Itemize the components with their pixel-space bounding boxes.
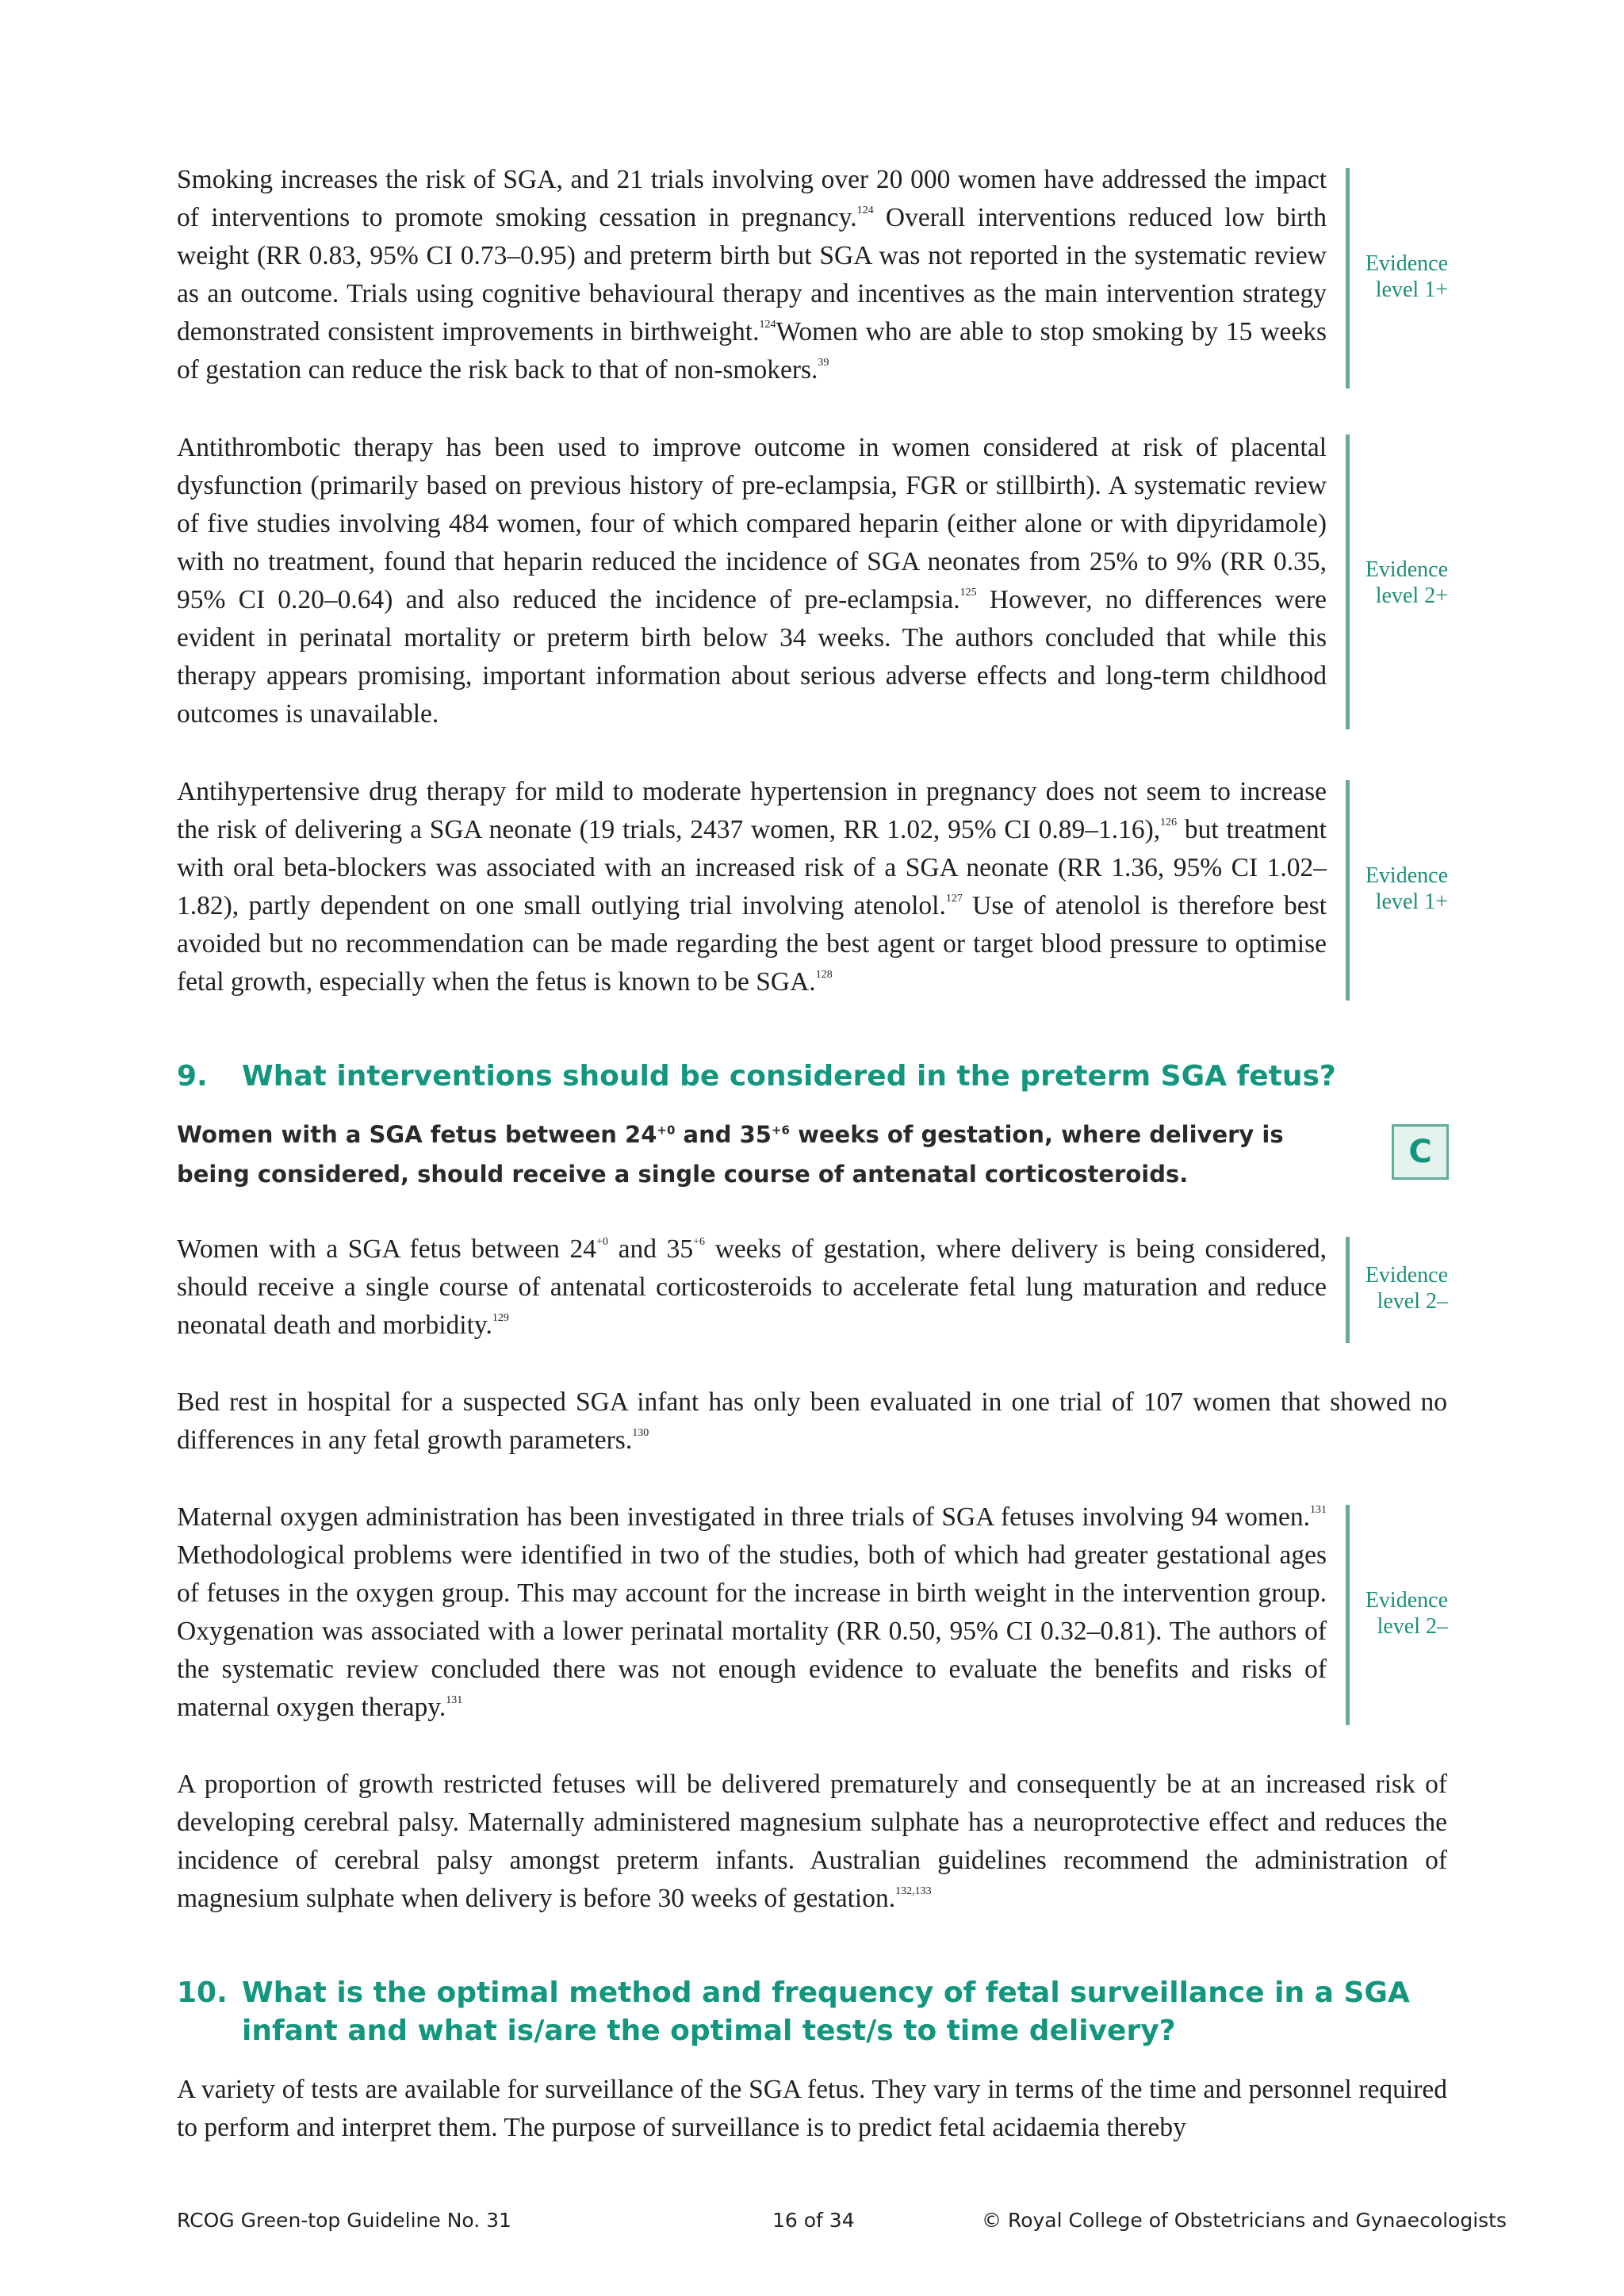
text: Methodological problems were identified in two of the studies, both of which had greater gestational ages of fetuses in the oxygen group. This may account for the increase in birth weight in the intervention group. Oxygenation was associated with a lower perinatal mortality (RR 0.50, 95% CI 0.32–0.81). The authors of the systematic review concluded there was not enough evidence to evaluate the benefits and risks of maternal oxygen therapy. xyxy=(177,1540,1327,1722)
evidence-label: Evidence xyxy=(1365,557,1448,582)
superscript: +0 xyxy=(596,1235,608,1248)
section-number: 10. xyxy=(177,1976,228,2009)
footer-copyright: © Royal College of Obstetricians and Gynaecologists xyxy=(982,2209,1507,2232)
text: and 35 xyxy=(675,1121,772,1148)
text: Women with a SGA fetus between 24 xyxy=(177,1234,597,1264)
evidence-bar xyxy=(1346,1237,1350,1343)
evidence-level-label xyxy=(1361,1262,1448,1314)
paragraph-corticosteroids xyxy=(177,1230,1327,1345)
superscript: +0 xyxy=(657,1123,676,1138)
section-title: What is the optimal method and frequency of fetal surveillance in a SGA infant and what is/are the optimal test/s to time delivery? xyxy=(242,1976,1410,2047)
paragraph-smoking xyxy=(177,161,1327,389)
citation-ref: 124 xyxy=(759,318,776,331)
section-title: What interventions should be considered in the preterm SGA fetus? xyxy=(242,1060,1336,1093)
text: Use of atenolol is therefore best avoided but no recommendation can be made regarding the best agent or target blood pressure to optimise fetal growth, especially when the fetus is known to be SGA. xyxy=(177,891,1327,997)
text: weeks of gestation, where delivery is being considered, should receive a single course of antenatal corticosteroids to accelerate fetal lung maturation and reduce neonatal death and morbidity. xyxy=(177,1234,1327,1340)
evidence-level-label xyxy=(1361,251,1448,303)
text: Overall interventions reduced low birth weight (RR 0.83, 95% CI 0.73–0.95) and preterm birth but SGA was not reported in the systematic review as an outcome. Trials using cognitive behavioural therapy and incentives as the main intervention strategy demonstrated consistent improvements in birthweight. xyxy=(177,203,1327,346)
text: Women with a SGA fetus between 24 xyxy=(177,1121,657,1148)
section-number: 9. xyxy=(177,1060,208,1093)
paragraph-bed-rest xyxy=(177,1383,1447,1460)
text: However, no differences were evident in perinatal mortality or preterm birth below 34 weeks. The authors concluded that while this therapy appears promising, important information about serious adverse effects and long-term childhood outcomes is unavailable. xyxy=(177,585,1327,729)
paragraph-antihypertensive xyxy=(177,773,1327,1001)
paragraph-antithrombotic xyxy=(177,429,1327,733)
text: Antithrombotic therapy has been used to improve outcome in women considered at risk of placental dysfunction (primarily based on previous history of pre-eclampsia, FGR or stillbirth). A systematic review of five studies involving 484 women, four of which compared heparin (either alone or with dipyridamole) with no treatment, found that heparin reduced the incidence of SGA neonates from 25% to 9% (RR 0.35, 95% CI 0.20–0.64) and also reduced the incidence of pre-eclampsia. xyxy=(177,433,1327,614)
section-heading-9 xyxy=(177,1058,1431,1096)
evidence-level-label xyxy=(1361,557,1448,609)
evidence-label: Evidence xyxy=(1365,1588,1448,1613)
text: Maternal oxygen administration has been investigated in three trials of SGA fetuses involving 94 women. xyxy=(177,1502,1310,1532)
paragraph-surveillance xyxy=(177,2071,1447,2147)
citation-ref: 131 xyxy=(1310,1503,1327,1516)
section-heading-10 xyxy=(177,1974,1431,2050)
evidence-bar xyxy=(1346,780,1350,1001)
recommendation xyxy=(177,1115,1335,1194)
citation-ref: 128 xyxy=(815,968,833,981)
citation-ref: 125 xyxy=(959,586,977,599)
citation-ref: 131 xyxy=(446,1693,463,1706)
footer-guideline: RCOG Green-top Guideline No. 31 xyxy=(177,2209,511,2232)
citation-ref: 132,133 xyxy=(895,1885,932,1897)
text: Women who are able to stop smoking by 15 weeks of gestation can reduce the risk back to that of non-smokers. xyxy=(177,317,1327,385)
evidence-label: Evidence xyxy=(1365,863,1448,888)
evidence-level-label xyxy=(1361,863,1448,915)
paragraph-oxygen xyxy=(177,1498,1327,1727)
citation-ref: 126 xyxy=(1160,816,1178,828)
text: A variety of tests are available for surveillance of the SGA fetus. They vary in terms of the time and personnel required to perform and interpret them. The purpose of surveillance is to predict fetal acidaemia thereby xyxy=(177,2075,1447,2142)
paragraph-magnesium xyxy=(177,1766,1447,1918)
evidence-label: Evidence xyxy=(1365,251,1448,276)
evidence-level-label xyxy=(1361,1587,1448,1640)
text: Smoking increases the risk of SGA, and 21 trials involving over 20 000 women have addressed the impact of interventions to promote smoking cessation in pregnancy. xyxy=(177,165,1327,232)
evidence-bar xyxy=(1346,1505,1350,1725)
citation-ref: 130 xyxy=(632,1426,649,1439)
evidence-level: level 1+ xyxy=(1375,277,1448,302)
citation-ref: 39 xyxy=(818,356,829,369)
evidence-level: level 1+ xyxy=(1375,890,1448,914)
grade-badge: C xyxy=(1392,1124,1449,1180)
text: weeks of gestation, where delivery is being considered, should receive a single course of antenatal corticosteroids. xyxy=(177,1121,1284,1188)
footer-page-number: 16 of 34 xyxy=(772,2209,855,2232)
citation-ref: 127 xyxy=(945,892,963,905)
evidence-bar xyxy=(1346,168,1350,388)
superscript: +6 xyxy=(771,1123,790,1138)
evidence-bar xyxy=(1346,434,1350,729)
evidence-level: level 2– xyxy=(1377,1614,1448,1639)
superscript: +6 xyxy=(693,1235,706,1248)
text: Antihypertensive drug therapy for mild to moderate hypertension in pregnancy does not seem to increase the risk of delivering a SGA neonate (19 trials, 2437 women, RR 1.02, 95% CI 0.89–1.16), xyxy=(177,777,1327,844)
evidence-level: level 2– xyxy=(1377,1289,1448,1314)
citation-ref: 124 xyxy=(856,204,874,216)
text: but treatment with oral beta-blockers was associated with an increased risk of a SGA neonate (RR 1.36, 95% CI 1.02–1.82), partly dependent on one small outlying trial involving atenolol. xyxy=(177,815,1327,920)
text: Bed rest in hospital for a suspected SGA infant has only been evaluated in one trial of 107 women that showed no differences in any fetal growth parameters. xyxy=(177,1387,1447,1455)
citation-ref: 129 xyxy=(492,1311,509,1324)
text: A proportion of growth restricted fetuses will be delivered prematurely and consequently be at an increased risk of developing cerebral palsy. Maternally administered magnesium sulphate has a neuroprotective effect and reduces the incidence of cerebral palsy amongst preterm infants. Australian guidelines recommend the administration of magnesium sulphate when delivery is before 30 weeks of gestation. xyxy=(177,1770,1447,1913)
text: and 35 xyxy=(607,1234,694,1264)
evidence-level: level 2+ xyxy=(1375,584,1448,608)
evidence-label: Evidence xyxy=(1365,1263,1448,1288)
